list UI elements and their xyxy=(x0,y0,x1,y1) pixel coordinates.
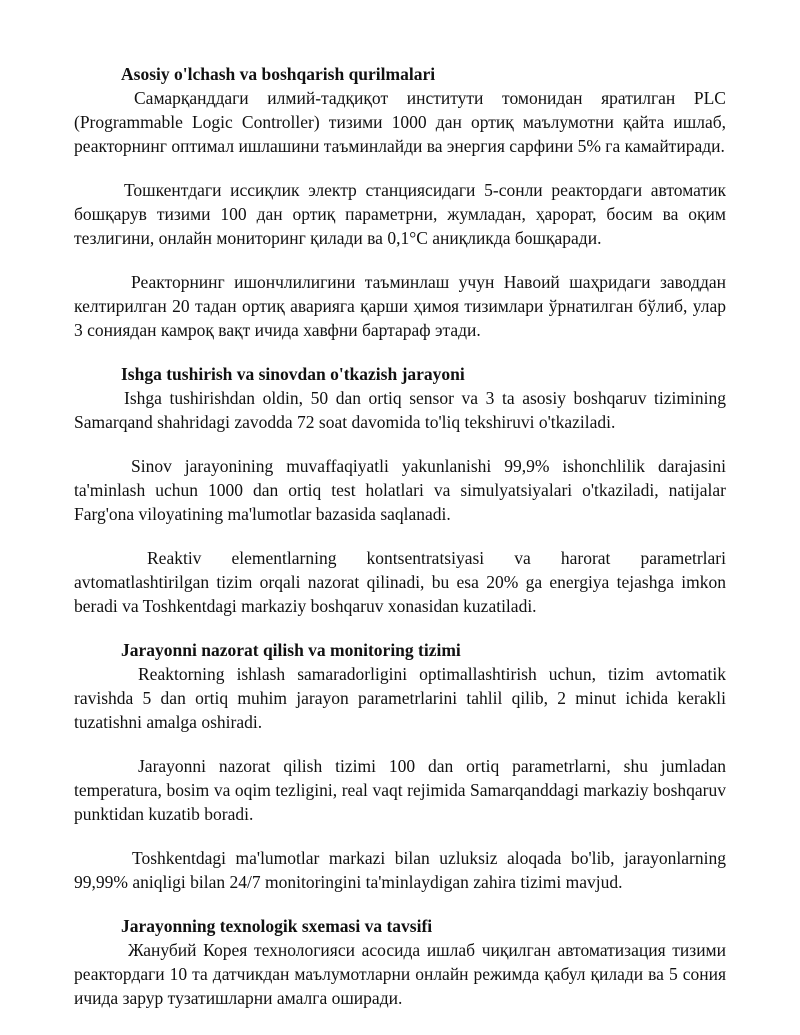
paragraph: Sinov jarayonining muvaffaqiyatli yakunlanishi 99,9% ishonchlilik darajasini ta'minlash uchun 1000 dan ortiq test holatlari va simulyatsiyalari o'tkaziladi, natijalar Farg'ona viloyatining ma'lumotlar bazasida saqlanadi. xyxy=(74,456,726,524)
paragraph: Самарқанддаги илмий-тадқиқот институти томонидан яратилган PLC (Programmable Logic Controller) тизими 1000 дан ортиқ маълумотни қайта ишлаб, реакторнинг оптимал ишлашини таъминлайди ва энергия сарфини 5% га камайтиради. xyxy=(74,88,726,156)
section-heading: Asosiy o'lchash va boshqarish qurilmalari xyxy=(121,64,436,84)
paragraph: Toshkentdagi ma'lumotlar markazi bilan uzluksiz aloqada bo'lib, jarayonlarning 99,99% aniqligi bilan 24/7 monitoringini ta'minlaydigan zahira tizimi mavjud. xyxy=(74,848,726,892)
paragraph: Reaktiv elementlarning kontsentratsiyasi va harorat parametrlari avtomatlashtirilgan tizim orqali nazorat qilinadi, bu esa 20% ga energiya tejashga imkon beradi va Toshkentdagi markaziy boshqaruv xonasidan kuzatiladi. xyxy=(74,548,726,616)
paragraph: Тошкентдаги иссиқлик электр станциясидаги 5-сонли реактордаги автоматик бошқарув тизими 100 дан ортиқ параметрни, жумладан, ҳарорат, босим ва оқим тезлигини, онлайн мониторинг қилади ва 0,1°C аниқликда бошқаради. xyxy=(74,180,726,248)
section-heading: Ishga tushirish va sinovdan o'tkazish jarayoni xyxy=(121,364,465,384)
paragraph: Jarayonni nazorat qilish tizimi 100 dan ortiq parametrlarni, shu jumladan temperatura, bosim va oqim tezligini, real vaqt rejimida Samarqanddagi markaziy boshqaruv punktidan kuzatib boradi. xyxy=(74,756,726,824)
paragraph: Жанубий Корея технологияси асосида ишлаб чиқилган автоматизация тизими реактордаги 10 та датчикдан маълумотларни онлайн режимда қабул қилади ва 5 сония ичида зарур тузатишларни амалга оширади. xyxy=(74,940,726,1008)
paragraph: Reaktorning ishlash samaradorligini optimallashtirish uchun, tizim avtomatik ravishda 5 dan ortiq muhim jarayon parametrlarini tahlil qilib, 2 minut ichida kerakli tuzatishni amalga oshiradi. xyxy=(74,664,726,732)
paragraph: Ishga tushirishdan oldin, 50 dan ortiq sensor va 3 ta asosiy boshqaruv tizimining Samarqand shahridagi zavodda 72 soat davomida to'liq tekshiruvi o'tkaziladi. xyxy=(74,388,726,432)
document-page xyxy=(74,62,726,1010)
section-heading: Jarayonning texnologik sxemasi va tavsifi xyxy=(121,916,433,936)
section-heading: Jarayonni nazorat qilish va monitoring tizimi xyxy=(121,640,461,660)
paragraph: Реакторнинг ишончлилигини таъминлаш учун Навоий шаҳридаги заводдан келтирилган 20 тадан ортиқ аварияга қарши ҳимоя тизимлари ўрнатилган бўлиб, улар 3 сониядан камроқ вақт ичида хавфни бартараф этади. xyxy=(74,272,726,340)
